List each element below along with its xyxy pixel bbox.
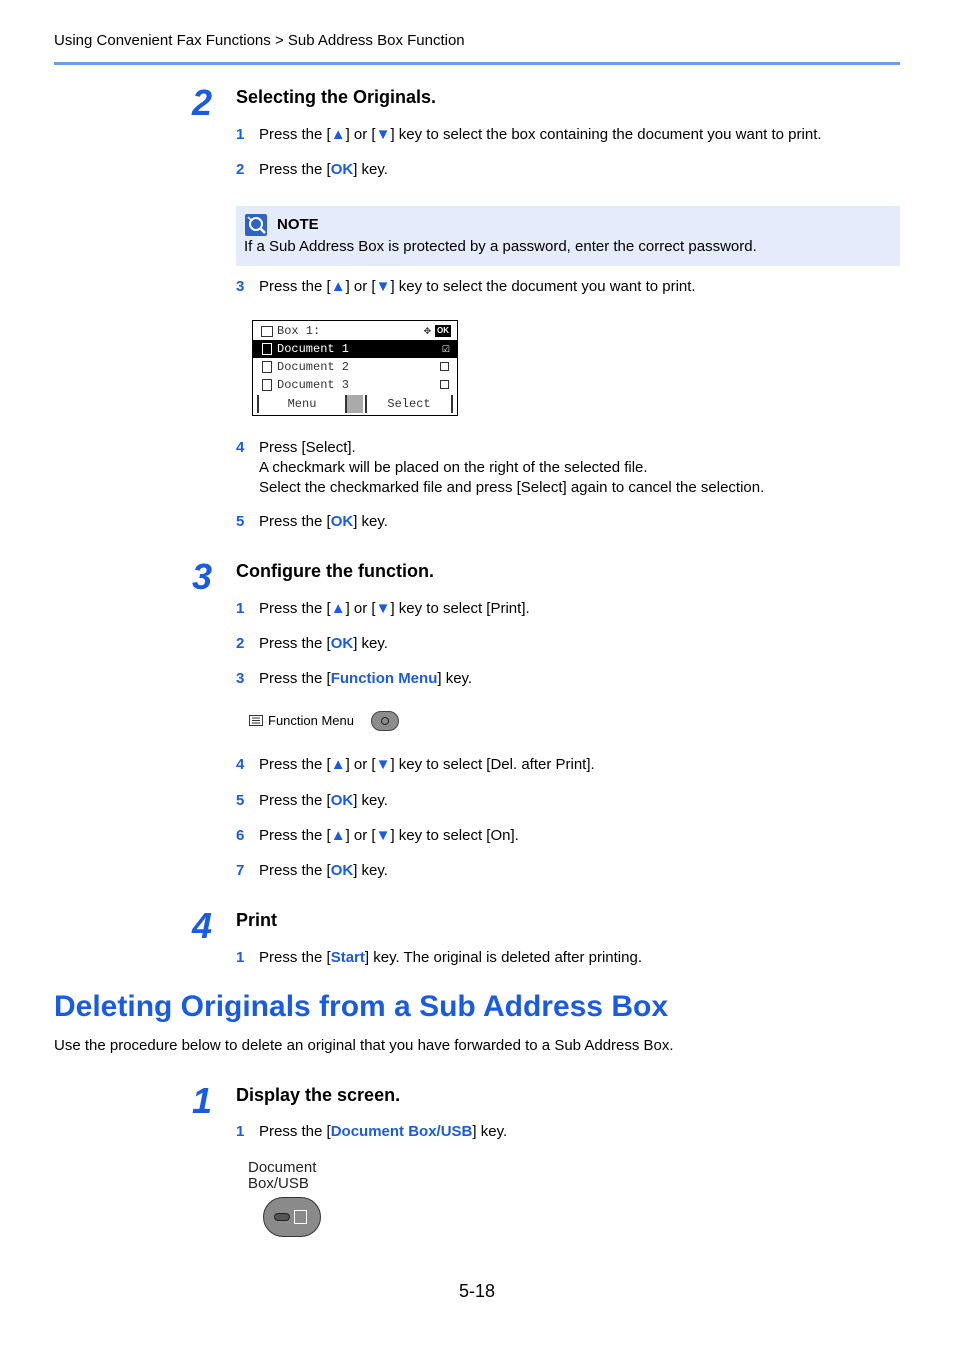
- down-arrow-icon: ▼: [375, 756, 391, 773]
- softkey-menu: Menu: [257, 395, 347, 413]
- substep-number: 6: [236, 827, 245, 844]
- key-name: OK: [330, 792, 354, 809]
- down-arrow-icon: ▼: [375, 278, 391, 295]
- substep-number: 3: [236, 278, 245, 295]
- box-icon: [261, 326, 273, 337]
- ok-icon: OK: [437, 326, 449, 335]
- indicator-icon: [274, 1213, 290, 1221]
- header-rule: [54, 62, 900, 65]
- list-icon: [249, 715, 263, 726]
- key-name: OK: [330, 161, 354, 178]
- step-title: Selecting the Originals.: [236, 87, 437, 107]
- substep-number: 5: [236, 513, 245, 530]
- checked-box-icon: ☑: [442, 341, 450, 356]
- page-number: 5-18: [458, 1281, 496, 1301]
- key-name: Function Menu: [330, 670, 438, 687]
- up-arrow-icon: ▲: [330, 756, 346, 773]
- lcd-row: Document 2: [253, 358, 457, 376]
- step-title: Display the screen.: [236, 1085, 401, 1105]
- substep-number: 2: [236, 161, 245, 178]
- lcd-title-row: [253, 322, 457, 340]
- document-box-key: [263, 1197, 321, 1237]
- document-icon: [262, 343, 272, 355]
- down-arrow-icon: ▼: [375, 827, 391, 844]
- up-arrow-icon: ▲: [330, 827, 346, 844]
- move-icon: ✥: [423, 324, 431, 338]
- up-arrow-icon: ▲: [330, 126, 346, 143]
- section-intro: Use the procedure below to delete an original that you have forwarded to a Sub Address Box.: [54, 1037, 674, 1054]
- function-menu-key: [371, 711, 399, 731]
- function-menu-label: Function Menu: [268, 713, 354, 728]
- document-icon: [262, 361, 272, 373]
- document-icon: [262, 379, 272, 391]
- substep-number: 1: [236, 949, 245, 966]
- section-heading: Deleting Originals from a Sub Address Box: [54, 990, 669, 1023]
- down-arrow-icon: ▼: [375, 600, 391, 617]
- note-text: If a Sub Address Box is protected by a password, enter the correct password.: [244, 238, 757, 255]
- substep-number: 1: [236, 1123, 245, 1140]
- substep-number: 3: [236, 670, 245, 687]
- breadcrumb: Using Convenient Fax Functions > Sub Address Box Function: [54, 32, 465, 49]
- document-box-icon: [294, 1210, 307, 1224]
- key-name: Start: [330, 949, 365, 966]
- substep-number: 1: [236, 126, 245, 143]
- step-number: 2: [192, 82, 213, 123]
- checkbox-icon: [440, 362, 449, 371]
- substep-number: 4: [236, 756, 245, 773]
- lcd-title: Box 1:: [277, 324, 321, 338]
- step-title: Configure the function.: [236, 561, 434, 581]
- key-name: Document Box/USB: [330, 1123, 473, 1140]
- down-arrow-icon: ▼: [375, 126, 391, 143]
- lcd-row: Document 1 ☑: [253, 340, 457, 358]
- note-icon: [245, 214, 267, 236]
- key-name: OK: [330, 513, 354, 530]
- substep-number: 2: [236, 635, 245, 652]
- up-arrow-icon: ▲: [330, 600, 346, 617]
- lcd-row: Document 3: [253, 376, 457, 394]
- document-box-key-label: Document Box/USB: [248, 1159, 317, 1192]
- softkey-divider: [347, 395, 363, 413]
- note-label: NOTE: [277, 216, 319, 233]
- substep-number: 5: [236, 792, 245, 809]
- step-number: 3: [192, 556, 213, 597]
- step-number: 1: [192, 1080, 213, 1121]
- step-title: Print: [236, 910, 278, 930]
- key-name: OK: [330, 635, 354, 652]
- substep-number: 1: [236, 600, 245, 617]
- up-arrow-icon: ▲: [330, 278, 346, 295]
- substep: 4 Press [Select]. A checkmark will be placed on the right of the selected file. Select the checkmarked file and press [Select] again to cancel the selection.: [236, 439, 765, 496]
- lcd-screen: [252, 320, 458, 416]
- step-number: 4: [192, 905, 213, 946]
- note-box: [236, 206, 900, 266]
- checkbox-icon: [440, 380, 449, 389]
- key-name: OK: [330, 862, 354, 879]
- substep-number: 7: [236, 862, 245, 879]
- softkey-select: Select: [365, 395, 453, 413]
- substep-number: 4: [236, 439, 245, 456]
